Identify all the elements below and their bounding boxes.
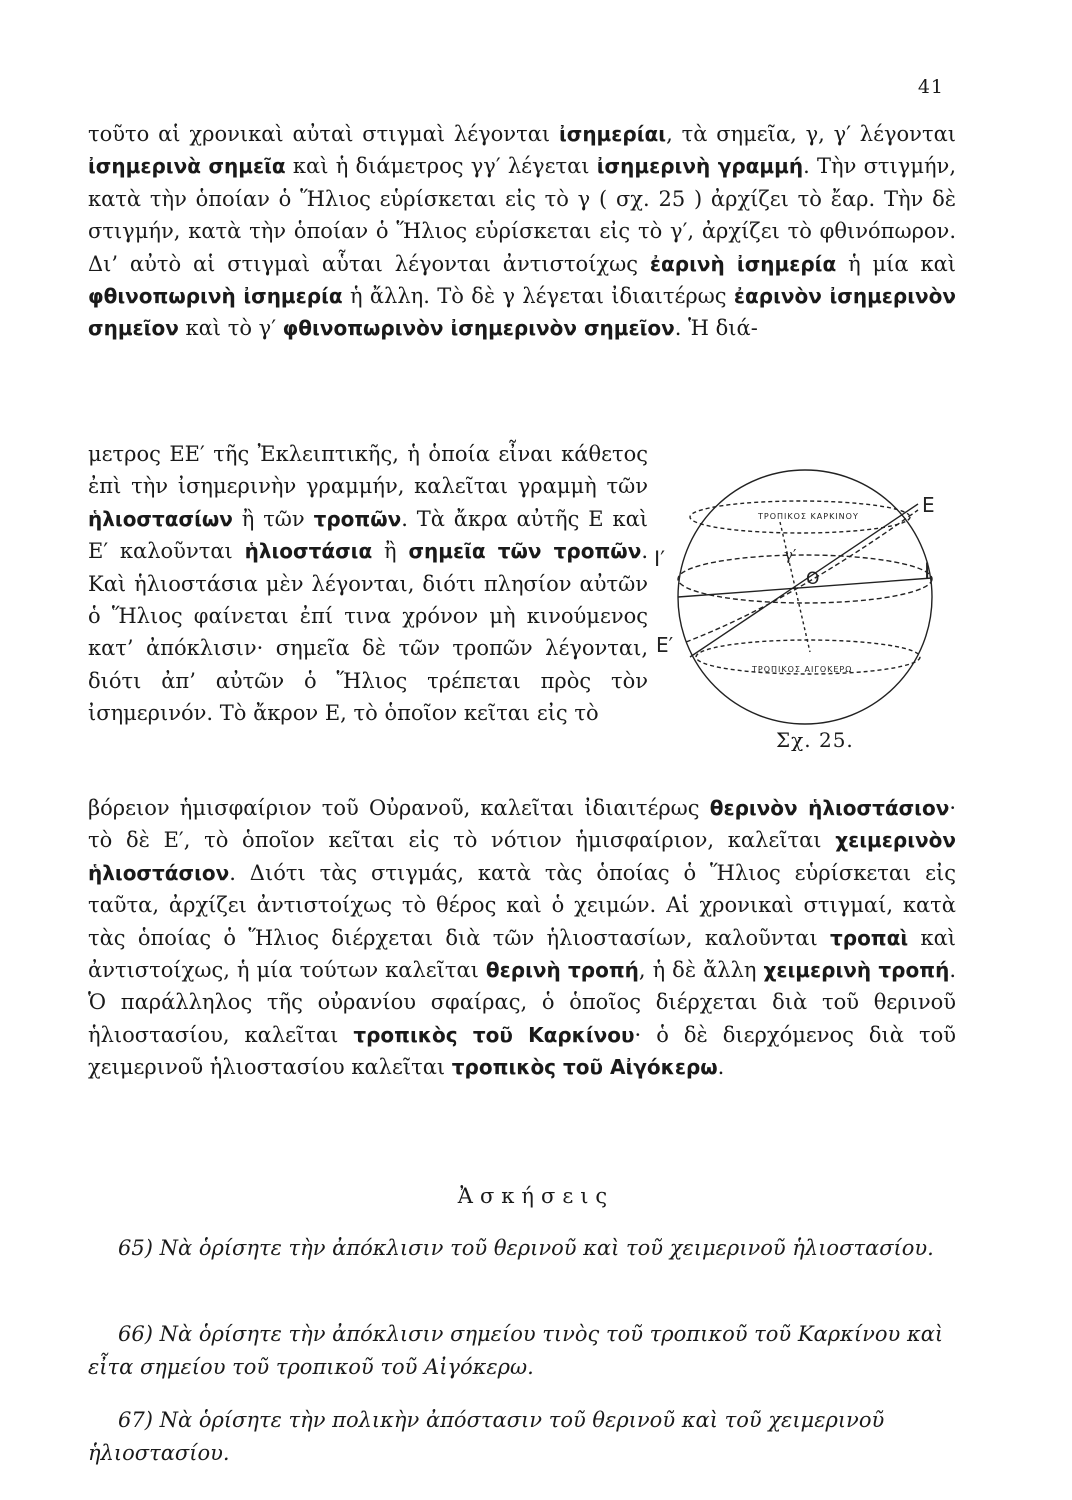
celestial-sphere-figure — [650, 452, 970, 752]
text-run: . Ἡ διά- — [674, 316, 758, 341]
tropic-cancer-label: ΤΡΟΠΙΚΟΣ ΚΑΡΚΙΝΟΥ — [758, 512, 859, 521]
exercise-66 — [88, 1318, 956, 1384]
bold-term: θερινὸν ἡλιοστάσιον — [709, 796, 950, 820]
exercise-text: Νὰ ὁρίσητε τὴν πολικὴν ἀπόστασιν τοῦ θερινοῦ καὶ τοῦ χειμερινοῦ ἡλιοστασίου. — [88, 1408, 885, 1465]
text-run: . — [717, 1055, 725, 1080]
bold-term: φθινοπωρινὸν ἰσημερινὸν σημεῖον — [282, 316, 675, 341]
celestial-sphere-diagram — [650, 452, 970, 752]
bold-term: τροπῶν — [313, 506, 402, 531]
text-run: . Τὴν στιγμήν, κατὰ τὴν ὁποίαν ὁ Ἥλιος εὑρίσκεται εἰς τὸ γ ( σχ. 25 ) ἀρχίζει τὸ ἔαρ. Τὴν δὲ στιγμήν, κατὰ τὴν ὁποίαν ὁ Ἥλιος εὑρίσκεται εἰς τὸ γ′, ἀρχίζει τὸ φθινόπωρον. Δι’ αὐτὸ αἱ στιγμαὶ αὗται λέγονται ἀντιστοίχως — [88, 154, 956, 276]
text-run: καὶ τὸ γ′ — [178, 316, 283, 341]
text-run: · ὁ δὲ διερχόμενος διὰ τοῦ χειμερινοῦ ἡλιοστασίου καλεῖται — [88, 1022, 956, 1080]
text-run: βόρειον ἡμισφαίριον τοῦ Οὐρανοῦ, καλεῖται ἰδιαιτέρως — [88, 796, 710, 820]
text-run: καὶ ἀντιστοίχως, ἡ μία τούτων καλεῖται — [88, 925, 956, 983]
text-run: μετρος ΕΕ′ τῆς Ἐκλειπτικῆς, ἡ ὁποία εἶναι κάθετος ἐπὶ τὴν ἰσημερινὴν γραμμήν, καλεῖται γραμμὴ τῶν — [88, 442, 648, 499]
bold-term: ἰσημερινὴ γραμμή — [596, 154, 804, 179]
text-run: ἢ — [372, 539, 409, 564]
label-i: I — [924, 559, 931, 583]
text-run: , ἡ δὲ ἄλλη — [638, 958, 764, 983]
text-run: · τὸ δὲ Ε′, τὸ ὁποῖον κεῖται εἰς τὸ νότιον ἡμισφαίριον, καλεῖται — [88, 796, 957, 853]
exercise-text: Νὰ ὁρίσητε τὴν ἀπόκλισιν τοῦ θερινοῦ καὶ τοῦ χειμερινοῦ ἡλιοστασίου. — [152, 1236, 934, 1260]
equator-diameter-line — [678, 578, 932, 597]
text-run: τοῦτο αἱ χρονικαὶ αὐταὶ στιγμαὶ λέγονται — [88, 122, 559, 146]
text-run: . Καὶ ἡλιοστάσια μὲν λέγονται, διότι πλησίον αὐτῶν ὁ Ἥλιος φαίνεται ἐπί τινα χρόνον μὴ κινούμενος κατ’ ἀπόκλισιν· σημεῖα δὲ τῶν τροπῶν λέγονται, διότι ἀπ’ αὐτῶν ὁ Ἥλιος τρέπεται πρὸς τὸν ἰσημερινόν. Τὸ ἄκρον Ε, τὸ ὁποῖον κεῖται εἰς τὸ — [88, 539, 649, 726]
paragraph-equinoxes — [88, 118, 956, 345]
sphere-outline — [678, 470, 932, 724]
text-run: καὶ ἡ διάμετρος γγ′ λέγεται — [285, 154, 597, 179]
exercise-number: 66) — [118, 1322, 153, 1346]
paragraph-tropics — [88, 792, 956, 1084]
label-gamma-prime: γ′ — [784, 546, 797, 564]
ecliptic-line — [686, 510, 918, 642]
bold-term: τροπικὸς τοῦ Αἰγόκερω — [451, 1055, 718, 1080]
bold-term: ἡλιοστασίων — [88, 506, 233, 531]
text-run: . Τὰ ἄκρα αὐτῆς Ε καὶ Ε′ καλοῦνται — [88, 506, 648, 564]
bold-term: ἰσημερινὰ σημεῖα — [88, 154, 286, 179]
bold-term: θερινὴ τροπή — [485, 958, 639, 983]
bold-term: χειμερινὴ τροπή — [763, 958, 950, 983]
bold-term: ἡλιοστάσια — [244, 539, 373, 564]
text-run: . Ὁ παράλληλος τῆς οὐρανίου σφαίρας, ὁ ὁποῖος διέρχεται διὰ τοῦ θερινοῦ ἡλιοστασίου, καλεῖται — [88, 958, 956, 1047]
tropic-capricorn-label: ΤΡΟΠΙΚΟΣ ΑΙΓΟΚΕΡΩ — [752, 665, 853, 674]
exercise-65 — [88, 1232, 956, 1265]
bold-term: ἰσημερίαι — [558, 122, 667, 146]
bold-term: τροπικὸς τοῦ Καρκίνου — [353, 1022, 635, 1047]
exercise-67 — [88, 1404, 956, 1470]
paragraph-solstices-line — [88, 438, 648, 730]
exercises-heading: Ἀσκήσεις — [457, 1184, 615, 1208]
page-number: 41 — [917, 76, 944, 98]
text-run: ἡ ἄλλη. Τὸ δὲ γ λέγεται ἰδιαιτέρως — [342, 284, 734, 309]
text-run: . Διότι τὰς στιγμάς, κατὰ τὰς ὁποίας ὁ Ἥλιος εὑρίσκεται εἰς ταῦτα, ἀρχίζει ἀντιστοίχως τὸ θέρος καὶ ὁ χειμών. Αἱ χρονικαὶ στιγμαί, κατὰ τὰς ὁποίας ὁ Ἥλιος διέρχεται διὰ τῶν ἡλιοστασίων, καλοῦνται — [88, 860, 956, 950]
label-i-prime: I′ — [654, 547, 665, 571]
label-o: O — [806, 569, 820, 589]
exercise-number: 67) — [118, 1408, 153, 1432]
figure-caption: Σχ. 25. — [776, 728, 854, 752]
text-run: ἡ μία καὶ — [836, 251, 956, 276]
label-e: E — [922, 493, 935, 517]
bold-term: τροπαὶ — [829, 925, 909, 950]
text-run: ἢ τῶν — [232, 506, 314, 531]
bold-term: σημεῖα τῶν τροπῶν — [408, 539, 642, 564]
exercise-text: Νὰ ὁρίσητε τὴν ἀπόκλισιν σημείου τινὸς τοῦ τροπικοῦ τοῦ Καρκίνου καὶ εἶτα σημείου τοῦ τροπικοῦ τοῦ Αἰγόκερω. — [88, 1322, 944, 1379]
label-e-prime: E′ — [656, 633, 674, 657]
text-run: , τὰ σημεῖα, γ, γ′ λέγονται — [666, 122, 956, 146]
bold-term: χειμερινὸν ἡλιοστάσιον — [88, 828, 956, 885]
exercise-number: 65) — [118, 1236, 153, 1260]
bold-term: ἐαρινὸν ἰσημερινὸν σημεῖον — [88, 284, 957, 341]
solstice-diameter-line — [690, 504, 918, 657]
bold-term: φθινοπωρινὴ ἰσημερία — [88, 284, 343, 309]
bold-term: ἐαρινὴ ἰσημερία — [649, 251, 837, 276]
